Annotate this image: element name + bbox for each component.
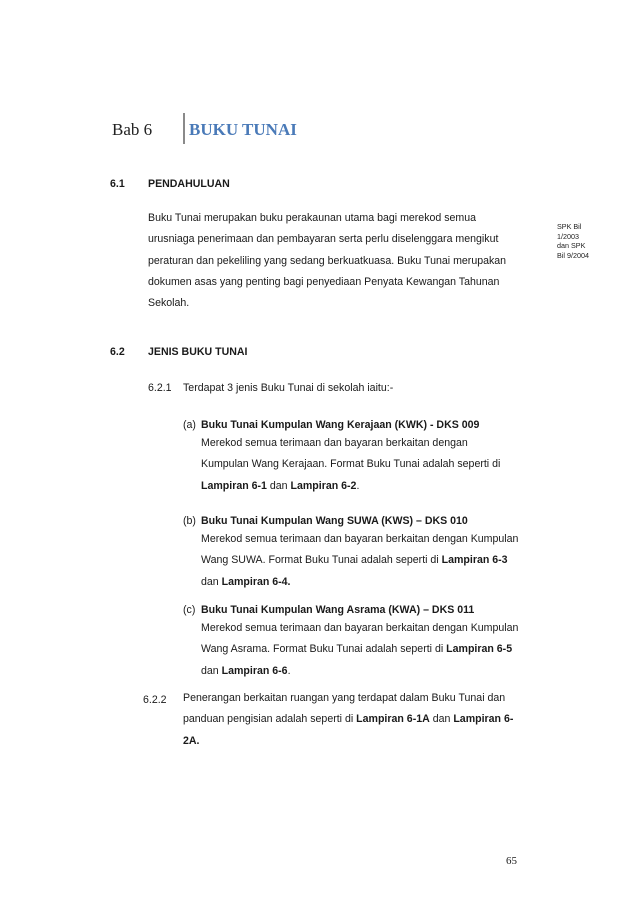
appendix-ref: Lampiran 6-1: [201, 479, 267, 492]
subsection-body-6-2-2: [183, 688, 528, 752]
conjunction: dan: [201, 664, 222, 677]
margin-note-line: 1/2003: [557, 231, 579, 241]
appendix-ref: Lampiran 6-5: [446, 643, 513, 656]
appendix-ref: Lampiran 6-4.: [221, 575, 291, 588]
section-number-6-1: 6.1: [110, 178, 125, 190]
intro-line: Sekolah.: [148, 297, 190, 310]
appendix-ref: Lampiran 6-2: [290, 479, 357, 492]
item-line: [201, 661, 528, 682]
subsection-number-6-2-2: 6.2.2: [143, 694, 167, 706]
punctuation: .: [287, 664, 291, 677]
margin-note-line: dan SPK: [557, 241, 586, 251]
item-text: Wang SUWA. Format Buku Tunai adalah seperti di: [201, 554, 442, 567]
appendix-ref: Lampiran 6-3: [441, 554, 508, 567]
section-title-6-1: PENDAHULUAN: [148, 178, 230, 190]
item-line: Kumpulan Wang Kerajaan. Format Buku Tunai adalah seperti di: [201, 458, 501, 471]
intro-line: urusniaga penerimaan dan pembayaran serta perlu diselenggara mengikut: [148, 233, 499, 246]
margin-note-line: SPK Bil: [557, 222, 582, 231]
item-label-a: (a): [183, 419, 196, 431]
item-body-a: [201, 433, 528, 497]
item-title-a: Buku Tunai Kumpulan Wang Kerajaan (KWK) - DKS 009: [201, 419, 480, 431]
item-line: Merekod semua terimaan dan bayaran berkaitan dengan: [201, 437, 468, 449]
item-line: Merekod semua terimaan dan bayaran berkaitan dengan Kumpulan: [201, 622, 519, 634]
item-title-c: Buku Tunai Kumpulan Wang Asrama (KWA) – DKS 011: [201, 604, 475, 616]
item-body-b: [201, 529, 528, 593]
chapter-divider: [183, 113, 185, 144]
chapter-number: Bab 6: [112, 120, 153, 139]
item-text: Wang Asrama. Format Buku Tunai adalah seperti di: [201, 643, 447, 656]
margin-note-line: Bil 9/2004: [557, 250, 589, 260]
subsection-line: [183, 731, 528, 752]
appendix-ref: 2A.: [183, 734, 200, 747]
conjunction: dan: [201, 575, 222, 588]
item-label-c: (c): [183, 604, 196, 616]
item-line: [201, 476, 528, 497]
intro-line: peraturan dan pekeliling yang sedang berkuatkuasa. Buku Tunai merupakan: [148, 254, 507, 267]
subsection-text-6-2-1: Terdapat 3 jenis Buku Tunai di sekolah iaitu:-: [183, 382, 394, 394]
subsection-text: panduan pengisian adalah seperti di: [183, 713, 357, 726]
subsection-number-6-2-1: 6.2.1: [148, 382, 172, 394]
subsection-line: Penerangan berkaitan ruangan yang terdapat dalam Buku Tunai dan: [183, 692, 506, 704]
conjunction: dan: [429, 713, 454, 726]
item-line: [201, 639, 528, 660]
intro-paragraph: [148, 208, 528, 314]
item-title-b: Buku Tunai Kumpulan Wang SUWA (KWS) – DKS 010: [201, 515, 468, 527]
margin-note: [557, 222, 617, 260]
appendix-ref: Lampiran 6-6: [221, 664, 288, 677]
item-line: [201, 550, 528, 571]
intro-line: Buku Tunai merupakan buku perakaunan utama bagi merekod semua: [148, 212, 477, 224]
page-number: 65: [506, 855, 517, 867]
appendix-ref: Lampiran 6-: [453, 713, 514, 726]
punctuation: .: [356, 479, 360, 492]
intro-line: dokumen asas yang penting bagi penyediaan Penyata Kewangan Tahunan: [148, 275, 500, 288]
appendix-ref: Lampiran 6-1A: [356, 713, 430, 726]
section-title-6-2: JENIS BUKU TUNAI: [148, 346, 248, 358]
section-number-6-2: 6.2: [110, 346, 125, 358]
item-label-b: (b): [183, 515, 196, 527]
subsection-line: [183, 709, 528, 730]
item-line: [201, 572, 528, 593]
item-line: Merekod semua terimaan dan bayaran berkaitan dengan Kumpulan: [201, 533, 519, 545]
chapter-title: BUKU TUNAI: [189, 120, 297, 139]
conjunction: dan: [266, 479, 291, 492]
item-body-c: [201, 618, 528, 682]
